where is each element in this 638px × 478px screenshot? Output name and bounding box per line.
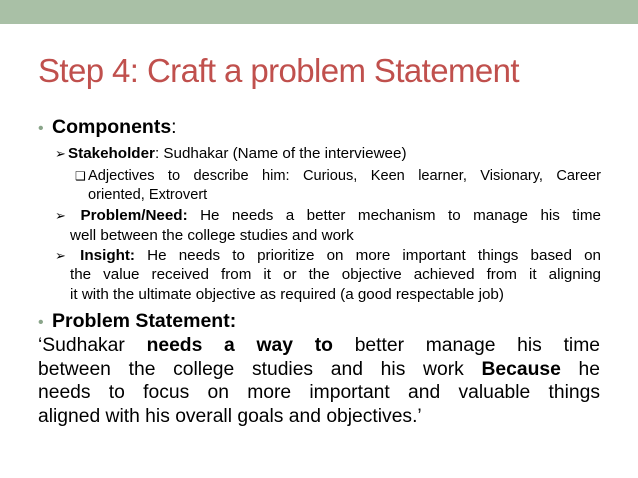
insight-item [55, 246, 601, 304]
statement-line1-end: better manage his time [332, 335, 600, 356]
statement-line1-start: ‘Sudhakar [38, 335, 147, 356]
insight-line2: the value received from it or the objective achieved from it aligning [70, 266, 601, 284]
problem-statement-text [38, 334, 600, 428]
statement-line2-start: between the college studies and his work [38, 358, 482, 380]
components-heading: Components [52, 116, 172, 138]
insight-label: Insight: [80, 247, 135, 264]
arrow-bullet-icon: ➢ [55, 208, 66, 223]
adjectives-item [75, 167, 601, 204]
problem-line1: He needs a better mechanism to manage his time [187, 207, 601, 224]
problem-line2: well between the college studies and work [70, 226, 354, 244]
bullet-dot-icon: • [38, 314, 44, 331]
arrow-bullet-icon: ➢ [55, 248, 66, 263]
problem-label: Problem/Need: [80, 207, 188, 224]
components-heading-colon: : [171, 116, 177, 138]
problem-statement-bullet [38, 310, 236, 333]
stakeholder-item [55, 145, 407, 162]
statement-line2-end: he [560, 358, 600, 380]
insight-line1: He needs to prioritize on more important things based on [135, 247, 601, 264]
statement-line3: needs to focus on more important and valuable things [38, 382, 600, 403]
problem-statement-heading: Problem Statement: [52, 310, 237, 332]
adjectives-line2: oriented, Extrovert [88, 186, 208, 203]
statement-line4: aligned with his overall goals and objectives.’ [38, 405, 422, 427]
arrow-bullet-icon: ➢ [55, 146, 66, 161]
components-bullet [38, 116, 177, 139]
insight-line3: it with the ultimate objective as required (a good respectable job) [70, 285, 504, 303]
statement-emphasis-needs: needs a way to [146, 335, 333, 356]
adjectives-line1: Adjectives to describe him: Curious, Keen learner, Visionary, Career [88, 168, 601, 184]
bullet-dot-icon: • [38, 120, 44, 137]
problem-need-item [55, 206, 601, 245]
statement-emphasis-because: Because [481, 358, 561, 380]
stakeholder-text: : Sudhakar (Name of the interviewee) [154, 145, 407, 162]
slide-title: Step 4: Craft a problem Statement [38, 52, 519, 89]
square-bullet-icon: ❑ [75, 169, 86, 183]
stakeholder-label: Stakeholder [68, 145, 155, 162]
